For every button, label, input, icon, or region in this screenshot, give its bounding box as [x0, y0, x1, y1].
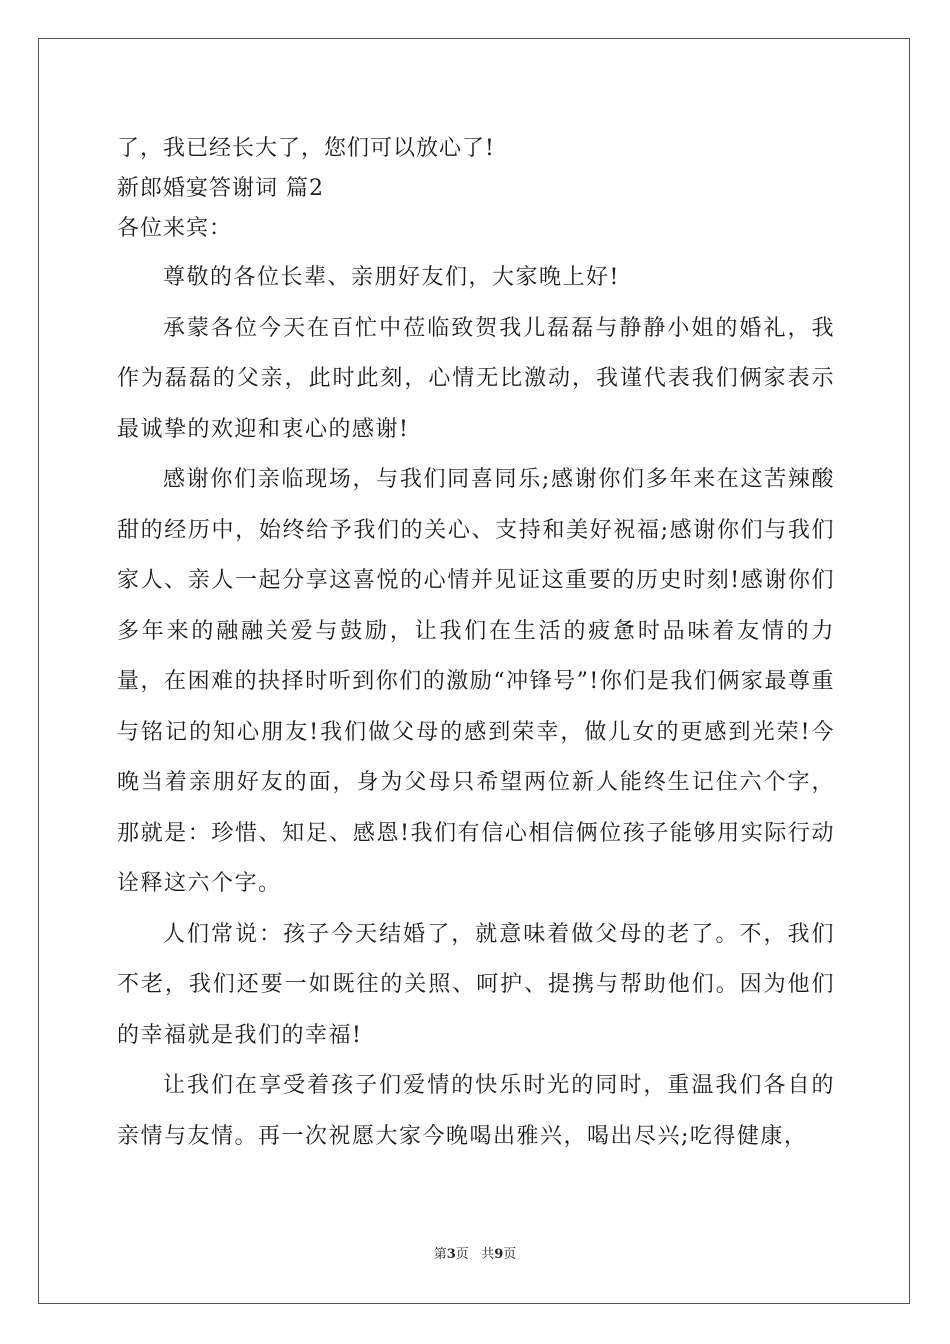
paragraph-not-old: 人们常说：孩子今天结婚了，就意味着做父母的老了。不，我们不老，我们还要一如既往的关照、呵护、提携与帮助他们。因为他们的幸福就是我们的幸福!: [117, 921, 835, 1048]
section-heading: 新郎婚宴答谢词 篇2: [117, 176, 324, 201]
paragraph-greeting: 尊敬的各位长辈、亲朋好友们，大家晚上好!: [163, 265, 620, 290]
document-body: [117, 129, 835, 1162]
page-footer: [0, 1246, 950, 1264]
continuation-line: 了，我已经长大了，您们可以放心了!: [117, 136, 495, 161]
paragraph-closing: 让我们在享受着孩子们爱情的快乐时光的同时，重温我们各自的亲情与友情。再一次祝愿大家今晚喝出雅兴，喝出尽兴;吃得健康，: [117, 1073, 835, 1149]
page-current: 3: [446, 1247, 456, 1262]
paragraph-thanks: 感谢你们亲临现场，与我们同喜同乐;感谢你们多年来在这苦辣酸甜的经历中，始终给予我们的关心、支持和美好祝福;感谢你们与我们家人、亲人一起分享这喜悦的心情并见证这重要的历史时刻!感谢你们多年来的融融关爱与鼓励，让我们在生活的疲惫时品味着友情的力量，在困难的抉择时听到你们的激励“冲锋号”!你们是我们俩家最尊重与铭记的知心朋友!我们做父母的感到荣幸，做儿女的更感到光荣!今晚当着亲朋好友的面，身为父母只希望两位新人能终生记住六个字，那就是：珍惜、知足、感恩!我们有信心相信俩位孩子能够用实际行动诠释这六个字。: [117, 467, 835, 896]
total-prefix: 共: [481, 1247, 495, 1262]
paragraph-welcome: 承蒙各位今天在百忙中莅临致贺我儿磊磊与静静小姐的婚礼，我作为磊磊的父亲，此时此刻，心情无比激动，我谨代表我们俩家表示最诚挚的欢迎和衷心的感谢!: [117, 315, 835, 442]
salutation: 各位来宾：: [117, 216, 233, 241]
total-unit: 页: [503, 1247, 517, 1262]
page-total: 9: [494, 1247, 504, 1262]
page-unit: 页: [455, 1247, 469, 1262]
page-prefix: 第: [433, 1247, 447, 1262]
